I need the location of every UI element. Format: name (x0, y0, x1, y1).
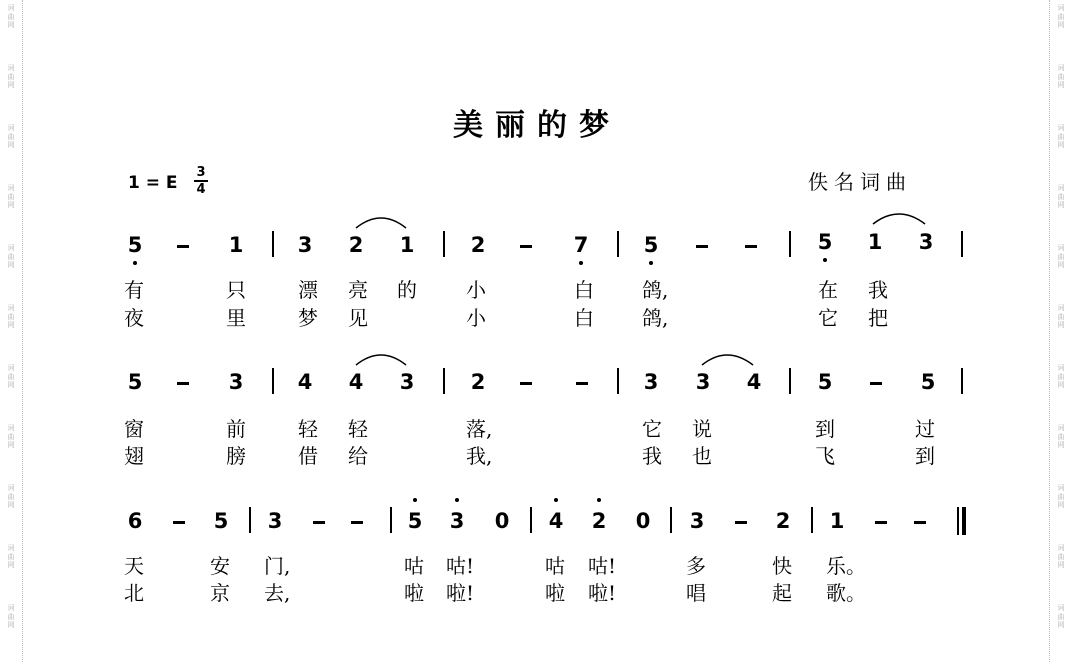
lyric: 快 (772, 554, 792, 578)
note: 3 (267, 509, 283, 533)
watermark-text: 词 曲 网 (7, 4, 15, 29)
note: 1 (867, 230, 883, 254)
note: 2 (591, 509, 607, 533)
lyric: 白 (574, 306, 594, 330)
lyric: 到 (915, 444, 935, 468)
time-signature-top: 3 (196, 165, 206, 180)
watermark-text: 词 曲 网 (1057, 244, 1065, 269)
note: 5 (817, 230, 833, 254)
note: 1 (228, 233, 244, 257)
watermark-text: 词 曲 网 (7, 604, 15, 629)
lyric: 它 (818, 306, 838, 330)
note: 1 (829, 509, 845, 533)
watermark-text: 词 曲 网 (7, 544, 15, 569)
lyric: 京 (210, 581, 230, 605)
lyric: 我, (466, 444, 493, 468)
note: 3 (643, 370, 659, 394)
note: 5 (920, 370, 936, 394)
song-title: 美丽的梦 (453, 108, 621, 143)
lyric: 它 (642, 417, 662, 441)
note: 0 (635, 509, 651, 533)
lyric: 翅 (124, 444, 144, 468)
watermark-text: 词 曲 网 (1057, 364, 1065, 389)
watermark-text: 词 曲 网 (7, 184, 15, 209)
lyric: 说 (692, 417, 712, 441)
lyric: 借 (298, 444, 318, 468)
lyric: 啦 (545, 581, 565, 605)
lyric: 唱 (686, 581, 706, 605)
watermark-text: 词 曲 网 (1057, 304, 1065, 329)
composer-credit: 佚名词曲 (808, 170, 912, 194)
lyric: 夜 (124, 306, 144, 330)
lyric: 有 (124, 278, 144, 302)
note: 4 (348, 370, 364, 394)
note: 3 (399, 370, 415, 394)
note: 3 (918, 230, 934, 254)
lyric: 鸽, (642, 306, 669, 330)
note: 2 (775, 509, 791, 533)
note: 3 (228, 370, 244, 394)
lyric: 咕 (545, 554, 565, 578)
lyric: 白 (574, 278, 594, 302)
slur (873, 214, 925, 224)
time-signature-bottom: 4 (194, 180, 208, 197)
lyric: 鸽, (642, 278, 669, 302)
note: 3 (689, 509, 705, 533)
lyric: 里 (226, 306, 246, 330)
watermark-text: 词 曲 网 (7, 304, 15, 329)
lyric: 到 (815, 417, 835, 441)
lyric: 乐。 (826, 554, 866, 578)
watermark-text: 词 曲 网 (7, 64, 15, 89)
note: 1 (399, 233, 415, 257)
lyric: 安 (210, 554, 230, 578)
watermark-text: 词 曲 网 (7, 424, 15, 449)
note: 5 (407, 509, 423, 533)
lyric: 我 (642, 444, 662, 468)
watermark-text: 词 曲 网 (7, 124, 15, 149)
note: 4 (297, 370, 313, 394)
lyric: 天 (124, 554, 144, 578)
lyric: 前 (226, 417, 246, 441)
lyric: 北 (124, 581, 144, 605)
lyric: 窗 (124, 417, 144, 441)
lyric: 去, (264, 581, 291, 605)
lyric: 飞 (815, 444, 835, 468)
lyric: 起 (772, 581, 792, 605)
lyric: 啦! (588, 581, 617, 605)
note: 3 (297, 233, 313, 257)
watermark-text: 词 曲 网 (1057, 124, 1065, 149)
watermark-text: 词 曲 网 (1057, 484, 1065, 509)
lyric: 多 (686, 554, 706, 578)
lyric: 歌。 (826, 581, 866, 605)
lyric: 啦 (404, 581, 424, 605)
note: 2 (470, 370, 486, 394)
watermark-text: 词 曲 网 (1057, 604, 1065, 629)
note: 6 (127, 509, 143, 533)
lyric: 啦! (446, 581, 475, 605)
lyric: 咕! (588, 554, 617, 578)
note: 5 (127, 370, 143, 394)
note: 4 (746, 370, 762, 394)
watermark-text: 词 曲 网 (7, 364, 15, 389)
lyric: 轻 (298, 417, 318, 441)
lyric: 小 (466, 306, 486, 330)
slur (702, 355, 753, 365)
lyric: 门, (264, 554, 291, 578)
lyric: 在 (818, 278, 838, 302)
watermark-text: 词 曲 网 (1057, 4, 1065, 29)
note: 0 (494, 509, 510, 533)
note: 5 (127, 233, 143, 257)
note: 4 (548, 509, 564, 533)
lyric: 给 (348, 444, 368, 468)
lyric: 梦 (298, 306, 318, 330)
slur (356, 218, 406, 228)
watermark-text: 词 曲 网 (1057, 424, 1065, 449)
lyric: 我 (868, 278, 888, 302)
lyric: 过 (915, 417, 935, 441)
note: 5 (213, 509, 229, 533)
lyric: 见 (348, 306, 368, 330)
watermark-text: 词 曲 网 (7, 484, 15, 509)
watermark-text: 词 曲 网 (7, 244, 15, 269)
lyric: 也 (692, 444, 712, 468)
note: 3 (449, 509, 465, 533)
lyric: 漂 (298, 278, 318, 302)
key-signature: 1 = E (128, 173, 178, 193)
note: 2 (348, 233, 364, 257)
lyric: 只 (226, 278, 246, 302)
lyric: 咕 (404, 554, 424, 578)
lyric: 落, (466, 417, 493, 441)
lyric: 膀 (226, 444, 246, 468)
lyric: 把 (868, 306, 888, 330)
slur (356, 355, 406, 365)
watermark-text: 词 曲 网 (1057, 184, 1065, 209)
lyric: 小 (466, 278, 486, 302)
watermark-text: 词 曲 网 (1057, 64, 1065, 89)
note: 5 (643, 233, 659, 257)
lyric: 亮 (348, 278, 368, 302)
note: 7 (573, 233, 589, 257)
lyric: 咕! (446, 554, 475, 578)
watermark-text: 词 曲 网 (1057, 544, 1065, 569)
lyric: 的 (397, 278, 417, 302)
note: 5 (817, 370, 833, 394)
lyric: 轻 (348, 417, 368, 441)
note: 2 (470, 233, 486, 257)
note: 3 (695, 370, 711, 394)
